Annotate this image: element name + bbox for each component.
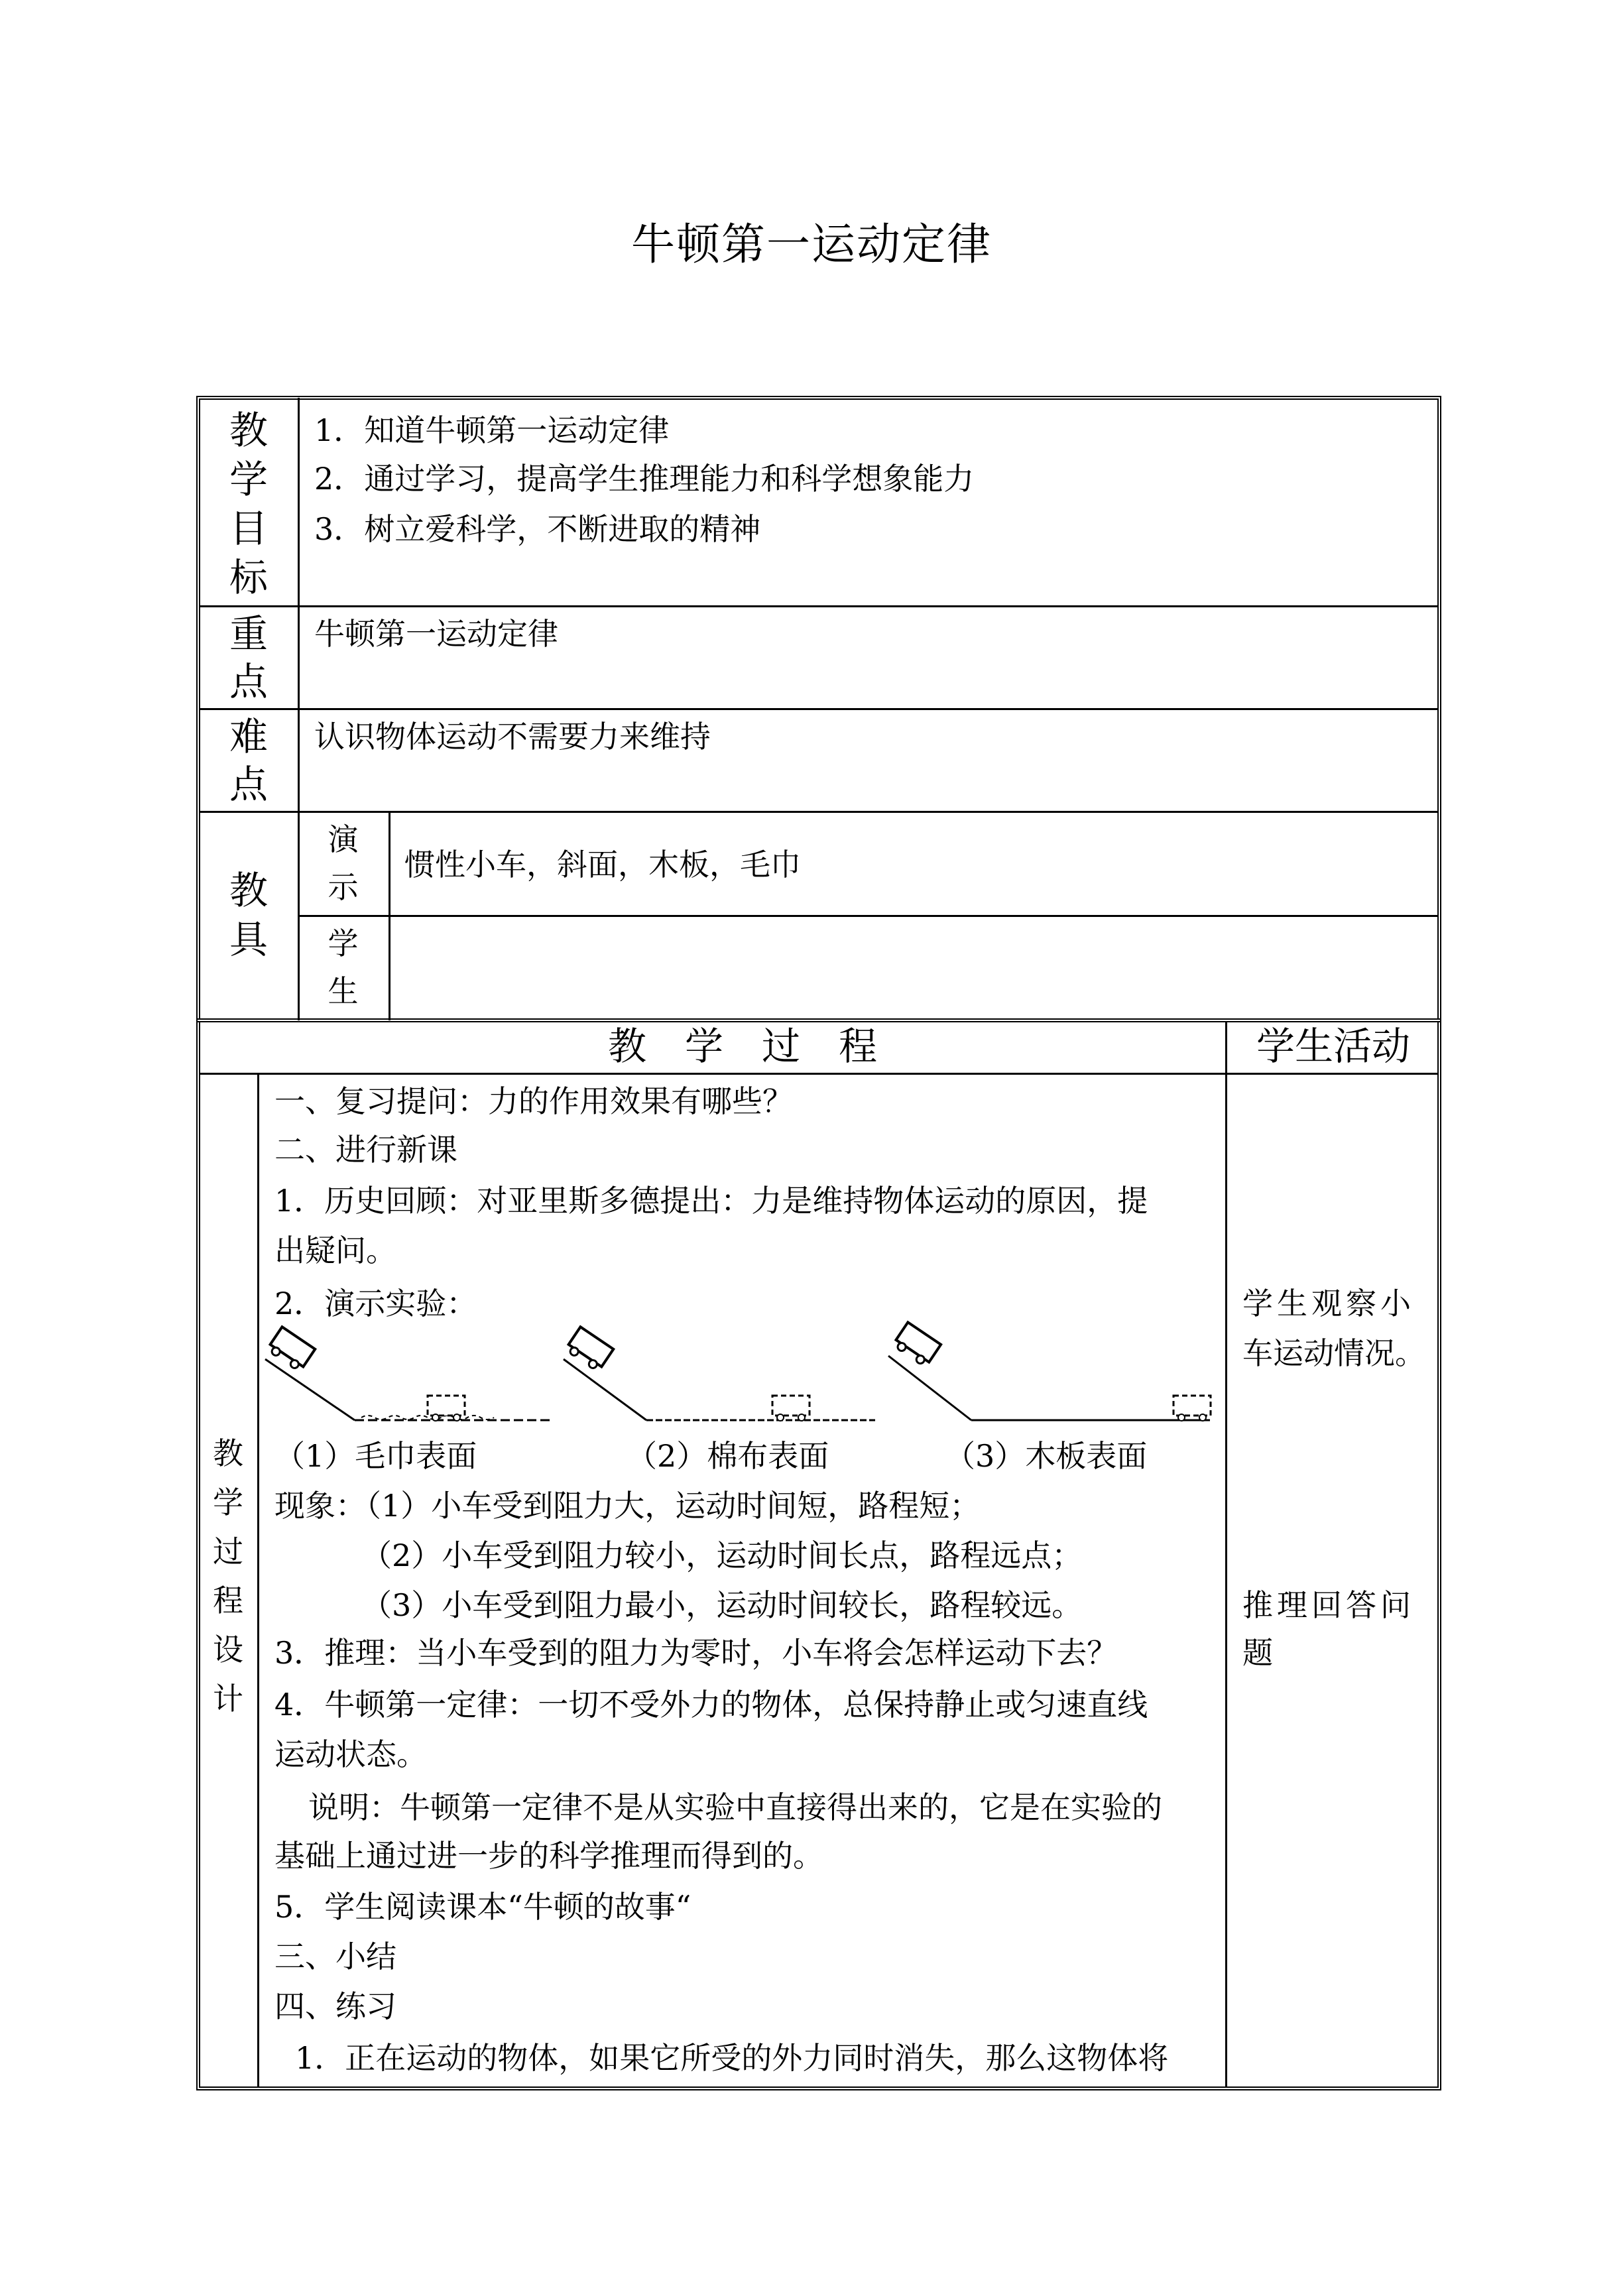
student-label: 学 生 xyxy=(328,926,359,1009)
caption-towel: （1）毛巾表面 xyxy=(274,1438,477,1474)
activity-column-divider xyxy=(1225,1021,1227,2088)
activity-header: 学生活动 xyxy=(1256,1024,1410,1069)
process-line: 说明：牛顿第一定律不是从实验中直接得出来的，它是在实验的 xyxy=(308,1789,1162,1825)
experiment-diagram-cotton xyxy=(560,1333,878,1429)
process-line: （2）小车受到阻力较小，运动时间长点，路程远点； xyxy=(361,1538,1083,1573)
key-point-text: 牛顿第一运动定律 xyxy=(314,616,558,652)
row-divider xyxy=(199,811,1439,813)
process-line: 2．演示实验： xyxy=(274,1286,477,1321)
process-header: 教 学 过 程 xyxy=(607,1024,877,1069)
goal-item: 3．树立爱科学，不断进取的精神 xyxy=(314,511,761,547)
demo-label: 演 示 xyxy=(328,821,359,905)
page-title: 牛顿第一运动定律 xyxy=(631,219,992,270)
activity-reason: 题 xyxy=(1242,1635,1273,1671)
header-divider xyxy=(199,1073,1439,1075)
row-divider xyxy=(199,708,1439,710)
row-divider xyxy=(199,605,1439,607)
process-line: 出疑问。 xyxy=(274,1233,396,1268)
activity-reason: 推理回答问 xyxy=(1242,1587,1415,1623)
experiment-diagram-towel xyxy=(262,1333,560,1429)
goal-item: 2．通过学习，提高学生推理能力和科学想象能力 xyxy=(314,461,975,497)
side-column-divider xyxy=(257,1073,259,2088)
caption-wood: （3）木板表面 xyxy=(945,1438,1148,1474)
difficulty-label: 难 点 xyxy=(229,714,268,807)
goal-item: 1．知道牛顿第一运动定律 xyxy=(314,412,670,448)
sub-column-divider xyxy=(389,811,391,1020)
process-line: 运动状态。 xyxy=(274,1736,427,1772)
activity-observe: 车运动情况。 xyxy=(1242,1335,1425,1371)
row-divider xyxy=(298,915,1439,917)
process-line: 1．正在运动的物体，如果它所受的外力同时消失，那么这物体将 xyxy=(295,2040,1169,2076)
process-line: 三、小结 xyxy=(274,1939,396,1974)
goals-label: 教 学 目 标 xyxy=(229,408,268,600)
key-point-label: 重 点 xyxy=(229,611,268,704)
experiment-diagram-wood xyxy=(885,1326,1217,1425)
process-side-label: 教 学 过 程 设 计 xyxy=(213,1435,243,1717)
tools-label: 教 具 xyxy=(229,868,268,962)
demo-text: 惯性小车，斜面，木板，毛巾 xyxy=(404,847,801,882)
difficulty-text: 认识物体运动不需要力来维持 xyxy=(314,719,711,755)
process-line: （3）小车受到阻力最小，运动时间较长，路程较远。 xyxy=(361,1587,1083,1623)
activity-observe: 学生观察小 xyxy=(1242,1286,1415,1321)
process-line: 基础上通过进一步的科学推理而得到的。 xyxy=(274,1838,823,1874)
process-line: 现象：（1）小车受到阻力大，运动时间短，路程短； xyxy=(274,1488,981,1524)
process-line: 四、练习 xyxy=(274,1988,396,2024)
process-line: 一、复习提问：力的作用效果有哪些？ xyxy=(274,1083,793,1119)
process-line: 3．推理：当小车受到的阻力为零时，小车将会怎样运动下去？ xyxy=(274,1635,1118,1671)
process-line: 5．学生阅读课本“牛顿的故事“ xyxy=(274,1889,691,1925)
process-line: 4．牛顿第一定律：一切不受外力的物体，总保持静止或匀速直线 xyxy=(274,1687,1148,1722)
process-line: 二、进行新课 xyxy=(274,1132,457,1168)
process-line: 1．历史回顾：对亚里斯多德提出：力是维持物体运动的原因，提 xyxy=(274,1183,1148,1219)
caption-cotton: （2）棉布表面 xyxy=(627,1438,829,1474)
